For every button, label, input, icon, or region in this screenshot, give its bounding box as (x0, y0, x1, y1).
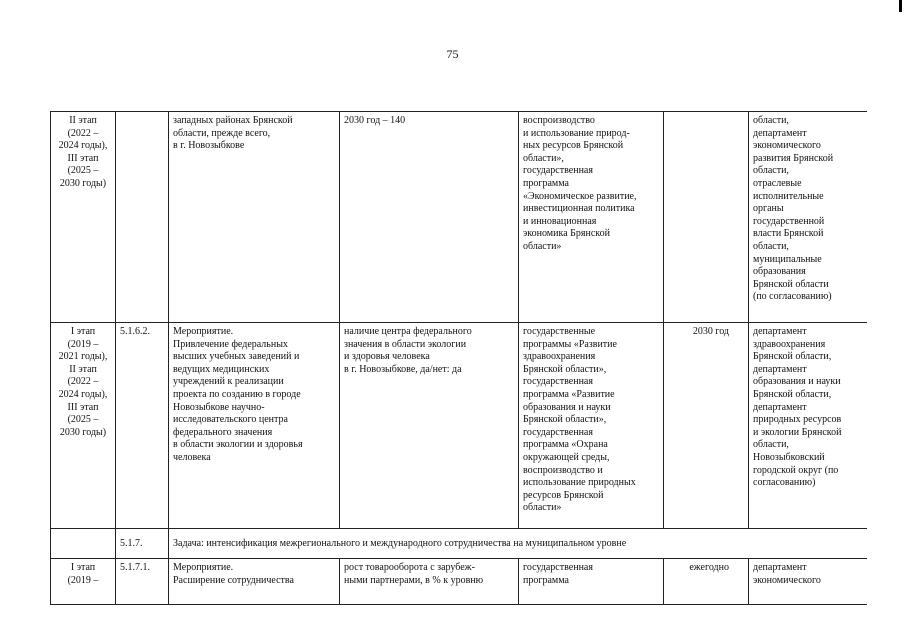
page-number: 75 (446, 47, 459, 61)
responsible-cell: департамент здравоохранения Брянской области, департамент образования и науки Брянской области, департамент природных ресурсов и экологии Брянской области, Новозыбковский городской округ (по согласованию) (749, 323, 868, 529)
term-cell: ежегодно (664, 559, 749, 605)
number-cell: 5.1.6.2. (116, 323, 169, 529)
table-row (51, 112, 868, 323)
table-row (51, 323, 868, 529)
activity-cell: Мероприятие. Расширение сотрудничества (169, 559, 340, 605)
table-row-task (51, 529, 868, 559)
table-row (51, 559, 868, 605)
indicator-cell: наличие центра федерального значения в области экологии и здоровья человека в г. Новозыбкове, да/нет: да (340, 323, 519, 529)
term-cell (664, 112, 749, 323)
number-cell: 5.1.7. (116, 529, 169, 559)
scan-edge-mark (899, 0, 902, 12)
activity-cell: западных районах Брянской области, прежде всего, в г. Новозыбкове (169, 112, 340, 323)
plan-table-container (50, 111, 867, 640)
program-cell: государственная программа (519, 559, 664, 605)
stage-cell (51, 529, 116, 559)
plan-table (50, 111, 867, 605)
stage-cell: II этап (2022 – 2024 годы), III этап (2025 – 2030 годы) (51, 112, 116, 323)
program-cell: государственные программы «Развитие здравоохранения Брянской области», государственная программа «Развитие образования и науки Брянской области», государственная программа «Охрана окружающей среды, воспроизводство и использование природных ресурсов Брянской области» (519, 323, 664, 529)
term-cell: 2030 год (664, 323, 749, 529)
indicator-cell: 2030 год – 140 (340, 112, 519, 323)
responsible-cell: области, департамент экономического развития Брянской области, отраслевые исполнительные органы государственной власти Брянской области, муниципальные образования Брянской области (по согласованию) (749, 112, 868, 323)
responsible-cell: департамент экономического (749, 559, 868, 605)
stage-cell: I этап (2019 – (51, 559, 116, 605)
indicator-cell: рост товарооборота с зарубеж- ными партнерами, в % к уровню (340, 559, 519, 605)
number-cell: 5.1.7.1. (116, 559, 169, 605)
activity-cell: Мероприятие. Привлечение федеральных высших учебных заведений и ведущих медицинских учреждений к реализации проекта по созданию в городе Новозыбкове научно- исследовательского центра федерального значения в области экологии и здоровья человека (169, 323, 340, 529)
number-cell (116, 112, 169, 323)
stage-cell: I этап (2019 – 2021 годы), II этап (2022 – 2024 годы), III этап (2025 – 2030 годы) (51, 323, 116, 529)
task-cell: Задача: интенсификация межрегионального и международного сотрудничества на муниципальном уровне (169, 529, 868, 559)
program-cell: воспроизводство и использование природ- ных ресурсов Брянской области», государственная программа «Экономическое развитие, инвестиционная политика и инновационная экономика Брянской области» (519, 112, 664, 323)
